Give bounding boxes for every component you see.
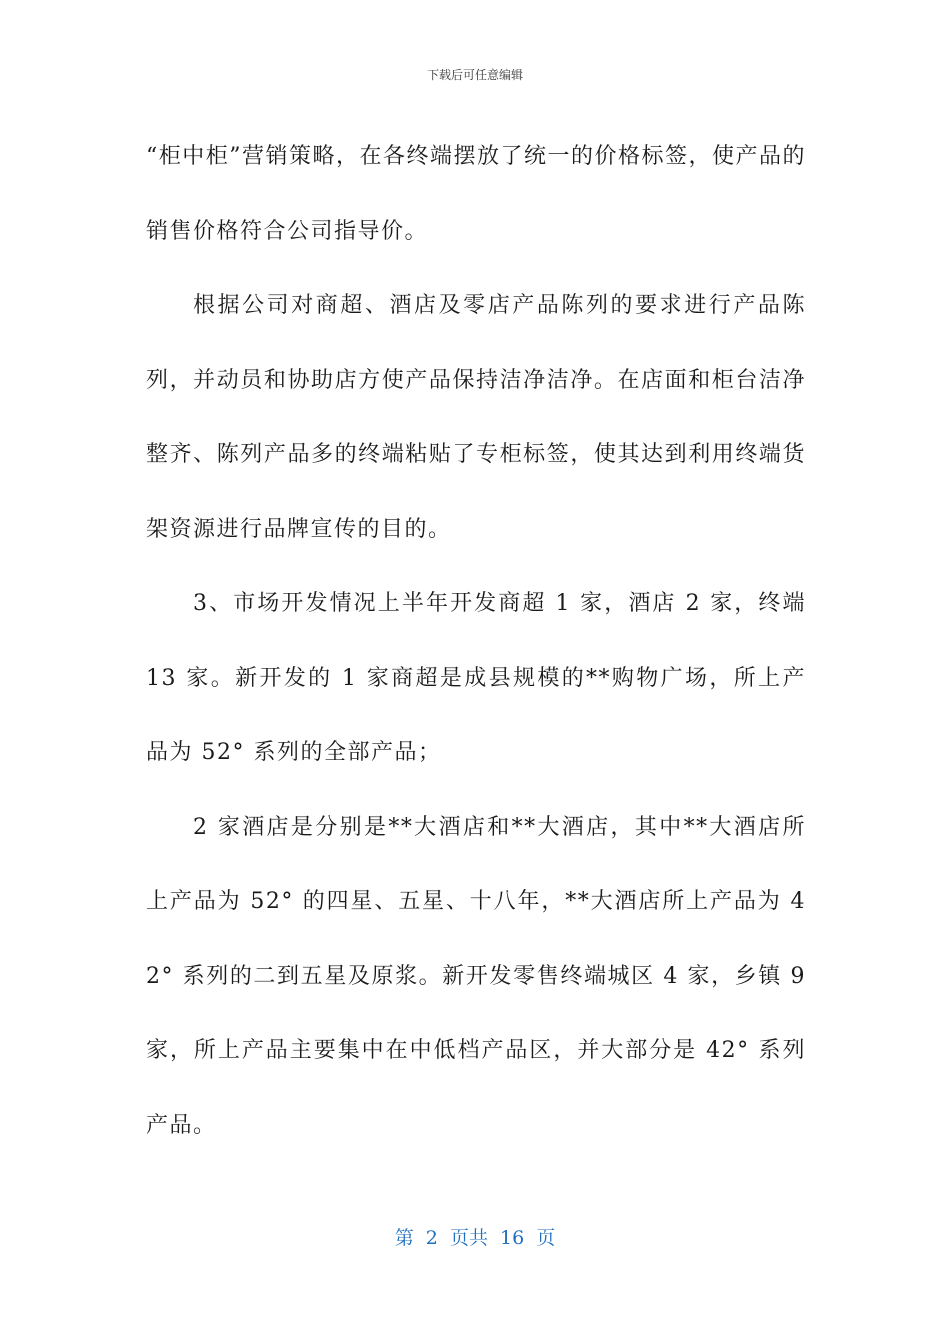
paragraph-2: 根据公司对商超、酒店及零店产品陈列的要求进行产品陈列，并动员和协助店方使产品保持洁净洁净。在店面和柜台洁净整齐、陈列产品多的终端粘贴了专柜标签，使其达到利用终端货架资源进行品牌宣传的目的。 [146, 293, 806, 542]
paragraph-4: 2 家酒店是分别是**大酒店和**大酒店，其中**大酒店所上产品为 52° 的四星、五星、十八年，**大酒店所上产品为 42° 系列的二到五星及原浆。新开发零售终端城区 4 家，乡镇 9 家，所上产品主要集中在中低档产品区，并大部分是 42° 系列产品。 [146, 814, 806, 1138]
paragraph-3: 3、市场开发情况上半年开发商超 1 家，酒店 2 家，终端 13 家。新开发的 1 家商超是成县规模的**购物广场，所上产品为 52° 系列的全部产品； [146, 591, 806, 765]
paragraph-1: “柜中柜”营销策略，在各终端摆放了统一的价格标签，使产品的销售价格符合公司指导价。 [146, 144, 806, 244]
page-header: 下载后可任意编辑 [426, 68, 523, 82]
page-footer: 第 2 页共 16 页 [394, 1227, 556, 1249]
document-body [146, 120, 806, 1163]
